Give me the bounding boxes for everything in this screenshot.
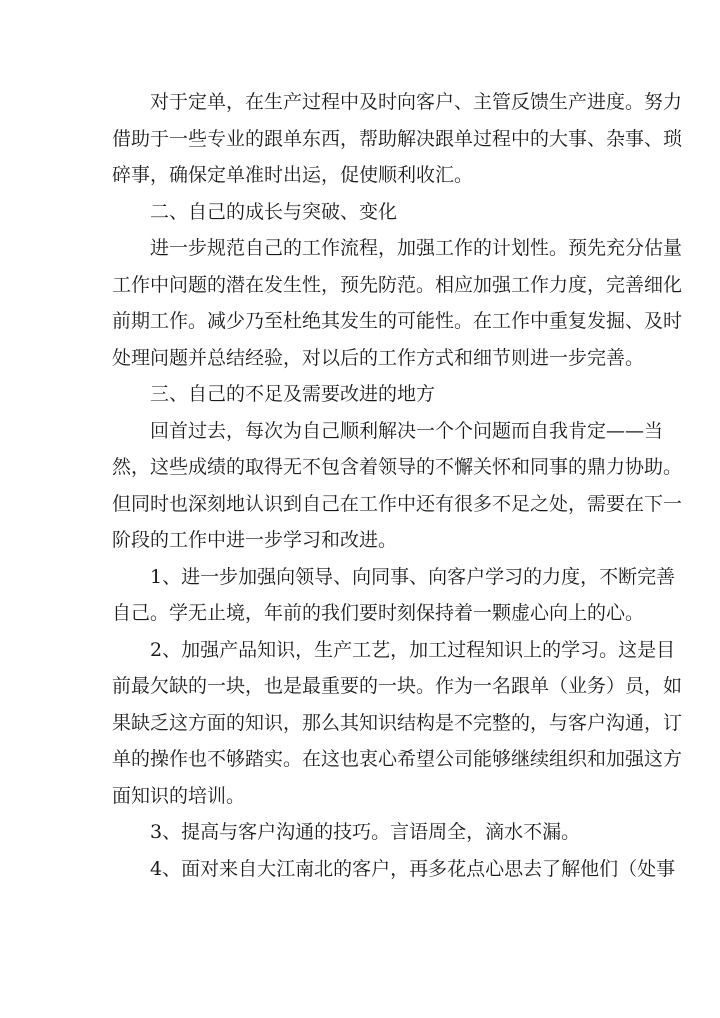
text-line: 回首过去，每次为自己顺利解决一个个问题而自我肯定——当 [150,419,664,442]
text-line: 单的操作也不够踏实。在这也衷心希望公司能够继续组织和加强这方 [112,748,683,770]
text-line: 进一步规范自己的工作流程，加强工作的计划性。预先充分估量 [150,237,683,259]
document-body [112,84,683,887]
document-page [112,84,683,887]
text-line: 前最欠缺的一块，也是最重要的一块。作为一名跟单（业务）员，如 [112,675,683,697]
text-line: 自己。学无止境，年前的我们要时刻保持着一颗虚心向上的心。 [112,602,645,624]
text-line: 面知识的培训。 [112,784,246,807]
text-line: 前期工作。减少乃至杜绝其发生的可能性。在工作中重复发掘、及时 [112,310,683,332]
text-line: 二、自己的成长与突破、变化 [150,200,398,223]
text-line: 然，这些成绩的取得无不包含着领导的不懈关怀和同事的鼎力协助。 [112,456,683,478]
text-line: 1、进一步加强向领导、向同事、向客户学习的力度，不断完善 [150,565,676,588]
text-line: 3、提高与客户沟通的技巧。言语周全，滴水不漏。 [150,821,581,843]
text-line: 对于定单，在生产过程中及时向客户、主管反馈生产进度。努力 [150,91,683,113]
text-line: 2、加强产品知识，生产工艺，加工过程知识上的学习。这是目 [150,638,676,661]
text-line: 三、自己的不足及需要改进的地方 [150,383,436,405]
text-line: 处理问题并总结经验，对以后的工作方式和细节则进一步完善。 [112,346,645,369]
text-line: 阶段的工作中进一步学习和改进。 [112,529,398,551]
text-line: 借助于一些专业的跟单东西，帮助解决跟单过程中的大事、杂事、琐 [112,127,683,150]
text-line: 碎事，确保定单准时出运，促使顺利收汇。 [112,164,474,186]
text-line: 但同时也深刻地认识到自己在工作中还有很多不足之处，需要在下一 [112,492,683,515]
text-line: 果缺乏这方面的知识，那么其知识结构是不完整的，与客户沟通，订 [112,711,683,734]
text-line: 4、面对来自大江南北的客户，再多花点心思去了解他们（处事 [150,857,676,880]
text-line: 工作中问题的潜在发生性，预先防范。相应加强工作力度，完善细化 [112,273,683,296]
